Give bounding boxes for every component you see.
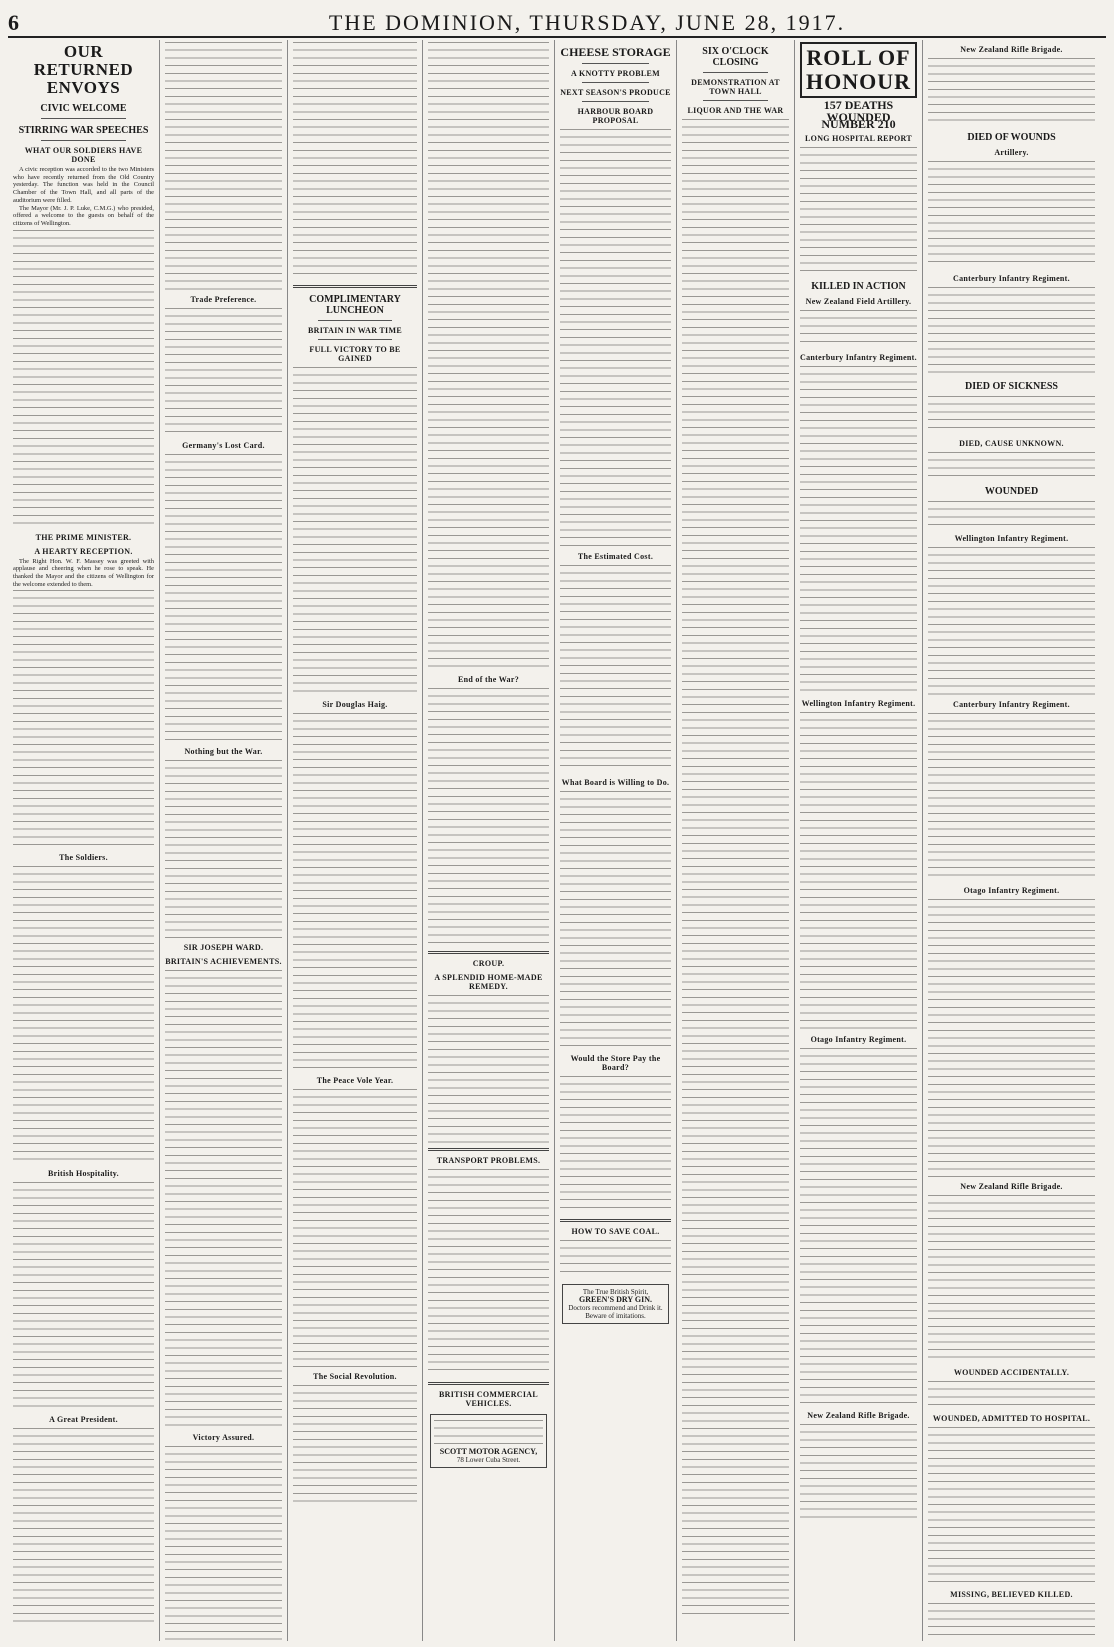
column-1 bbox=[8, 40, 160, 1641]
subhead-war-speeches: STIRRING WAR SPEECHES bbox=[18, 125, 149, 136]
subhead-admitted-hospital: WOUNDED, ADMITTED TO HOSPITAL. bbox=[932, 1414, 1091, 1423]
body-text-block bbox=[165, 306, 282, 436]
casualty-list bbox=[928, 711, 1095, 881]
columns bbox=[8, 40, 1106, 1641]
subhead-prime-minister: THE PRIME MINISTER. bbox=[35, 532, 132, 542]
body-text-block bbox=[165, 1444, 282, 1641]
subhead-next-season: NEXT SEASON'S PRODUCE bbox=[560, 88, 671, 97]
advertisement-dry-gin bbox=[562, 1284, 669, 1324]
subhead-harbour-board: HARBOUR BOARD PROPOSAL bbox=[577, 107, 654, 125]
subhead-killed-in-action: KILLED IN ACTION bbox=[811, 281, 906, 293]
subhead-knotty-problem: A KNOTTY PROBLEM bbox=[571, 69, 660, 78]
subhead-croup: CROUP. bbox=[472, 959, 505, 968]
body-text-block bbox=[293, 1087, 417, 1367]
body-text-block bbox=[682, 117, 789, 1617]
headline-cheese-storage: CHEESE STORAGE bbox=[560, 45, 671, 59]
subhead-wounded-list: WOUNDED bbox=[984, 486, 1039, 497]
subhead-nz-rifle-brigade-2: New Zealand Rifle Brigade. bbox=[960, 1182, 1063, 1191]
ad-gin-note: Doctors recommend and Drink it. Beware of imitations. bbox=[568, 1304, 663, 1320]
article-paragraph: The Right Hon. W. F. Massey was greeted with applause and cheering when he rose to speak. He thanked the Mayor and the citizens of Wellington for the welcome extended to them. bbox=[13, 557, 154, 588]
subhead-otago-infantry: Otago Infantry Regiment. bbox=[963, 886, 1060, 895]
advertisement-motor-agency bbox=[430, 1414, 547, 1468]
body-text-block bbox=[165, 40, 282, 290]
subhead-soldiers-done: WHAT OUR SOLDIERS HAVE DONE bbox=[24, 146, 143, 164]
casualty-list bbox=[928, 394, 1095, 434]
body-text-block bbox=[560, 1238, 671, 1278]
body-text-block bbox=[560, 127, 671, 547]
headline-luncheon: COMPLIMENTARY LUNCHEON bbox=[309, 294, 401, 316]
subhead-germany-lost-card: Germany's Lost Card. bbox=[182, 441, 265, 450]
body-text-block bbox=[13, 588, 154, 848]
subhead-rifle-brigade: New Zealand Rifle Brigade. bbox=[807, 1411, 910, 1421]
casualty-list bbox=[928, 1601, 1095, 1641]
body-text-block bbox=[293, 365, 417, 695]
subhead-great-president: A Great President. bbox=[49, 1415, 118, 1425]
column-6 bbox=[677, 40, 795, 1641]
subhead-peace-year: The Peace Vole Year. bbox=[316, 1076, 394, 1085]
subhead-transport-problems: TRANSPORT PROBLEMS. bbox=[436, 1156, 541, 1165]
masthead-title: THE DOMINION, THURSDAY, JUNE 28, 1917. bbox=[328, 10, 846, 35]
subhead-wounded-accidentally: WOUNDED ACCIDENTALLY. bbox=[953, 1368, 1070, 1377]
subhead-end-of-war: End of the War? bbox=[457, 675, 520, 684]
subhead-nz-rifle-brigade: New Zealand Rifle Brigade. bbox=[960, 45, 1063, 54]
subhead-commercial-vehicles: BRITISH COMMERCIAL VEHICLES. bbox=[439, 1390, 538, 1408]
body-text-block bbox=[165, 968, 282, 1428]
body-text-block bbox=[165, 452, 282, 742]
body-text-block bbox=[13, 864, 154, 1164]
subhead-wellington: Wellington Infantry Regiment. bbox=[801, 699, 916, 709]
casualty-list bbox=[928, 897, 1095, 1177]
casualty-list bbox=[928, 545, 1095, 695]
subhead-demonstration: DEMONSTRATION AT TOWN HALL bbox=[691, 78, 780, 96]
page-number: 6 bbox=[8, 10, 19, 35]
body-text-block bbox=[428, 686, 549, 946]
subhead-britain-achievements: BRITAIN'S ACHIEVEMENTS. bbox=[165, 957, 282, 966]
casualty-list bbox=[928, 1425, 1095, 1585]
body-text-block bbox=[165, 758, 282, 938]
subhead-civic-welcome: CIVIC WELCOME bbox=[40, 103, 127, 114]
body-text-block bbox=[293, 711, 417, 1071]
subhead-canterbury-infantry-2: Canterbury Infantry Regiment. bbox=[953, 700, 1070, 709]
subhead-canterbury: Canterbury Infantry Regiment. bbox=[800, 353, 917, 363]
subhead-deaths: 157 DEATHS bbox=[823, 98, 894, 112]
subhead-otago: Otago Infantry Regiment. bbox=[810, 1035, 907, 1045]
body-text-block bbox=[560, 563, 671, 773]
subhead-died-of-sickness: DIED OF SICKNESS bbox=[965, 381, 1058, 392]
body-text-block bbox=[293, 40, 417, 280]
body-text-block bbox=[800, 145, 917, 275]
casualty-list bbox=[928, 499, 1095, 529]
column-5 bbox=[555, 40, 677, 1641]
subhead-soldiers: The Soldiers. bbox=[59, 853, 108, 863]
subhead-canterbury-infantry: Canterbury Infantry Regiment. bbox=[953, 274, 1070, 283]
ad-agency-address: 78 Lower Cuba Street. bbox=[456, 1456, 521, 1464]
column-4 bbox=[423, 40, 555, 1641]
casualty-list bbox=[800, 1046, 917, 1406]
casualty-list bbox=[928, 1193, 1095, 1363]
subhead-field-artillery: New Zealand Field Artillery. bbox=[805, 297, 912, 307]
casualty-list bbox=[928, 1379, 1095, 1409]
body-text-block bbox=[13, 228, 154, 528]
subhead-board-willing: What Board is Willing to Do. bbox=[561, 778, 670, 787]
subhead-wounded: WOUNDED NUMBER 210 bbox=[821, 109, 896, 132]
casualty-list bbox=[928, 450, 1095, 480]
subhead-died-of-wounds: DIED OF WOUNDS bbox=[967, 132, 1056, 143]
subhead-full-victory: FULL VICTORY TO BE GAINED bbox=[309, 345, 401, 363]
body-text-block bbox=[428, 993, 549, 1143]
subhead-british-hospitality: British Hospitality. bbox=[48, 1169, 119, 1179]
body-text-block bbox=[560, 1074, 671, 1214]
ad-gin-name: GREEN'S DRY GIN. bbox=[579, 1295, 652, 1304]
body-text-block bbox=[293, 1383, 417, 1503]
subhead-nothing-but-war: Nothing but the War. bbox=[184, 747, 263, 756]
subhead-victory-assured: Victory Assured. bbox=[192, 1433, 255, 1442]
article-paragraph: The Mayor (Mr. J. P. Luke, C.M.G.) who presided, offered a welcome to the guests on behalf of the citizens of Wellington. bbox=[13, 204, 154, 227]
subhead-save-coal: HOW TO SAVE COAL. bbox=[571, 1227, 660, 1236]
body-text-block bbox=[428, 1167, 549, 1377]
casualty-list bbox=[800, 1422, 917, 1522]
subhead-britain-war-time: BRITAIN IN WAR TIME bbox=[308, 326, 402, 335]
subhead-hospital-report: LONG HOSPITAL REPORT bbox=[805, 134, 912, 144]
ad-agency-name: SCOTT MOTOR AGENCY, bbox=[439, 1447, 538, 1456]
subhead-sir-joseph-ward: SIR JOSEPH WARD. bbox=[183, 943, 264, 952]
masthead bbox=[8, 6, 1106, 38]
subhead-liquor-war: LIQUOR AND THE WAR bbox=[687, 106, 784, 115]
headline-six-oclock: SIX O'CLOCK CLOSING bbox=[702, 46, 769, 68]
casualty-list bbox=[800, 710, 917, 1030]
casualty-list bbox=[800, 308, 917, 348]
subhead-douglas-haig: Sir Douglas Haig. bbox=[322, 700, 388, 709]
subhead-wellington-infantry: Wellington Infantry Regiment. bbox=[954, 534, 1069, 543]
subhead-artillery: Artillery. bbox=[994, 148, 1029, 157]
ad-text-block bbox=[434, 1418, 543, 1448]
body-text-block bbox=[13, 1180, 154, 1410]
column-3 bbox=[288, 40, 423, 1641]
subhead-cause-unknown: DIED, CAUSE UNKNOWN. bbox=[959, 439, 1064, 448]
body-text-block bbox=[13, 1426, 154, 1626]
subhead-trade-preference: Trade Preference. bbox=[190, 295, 257, 304]
article-paragraph: A civic reception was accorded to the two Ministers who have recently returned from the Old Country yesterday. The function was held in the Council Chamber of the Town Hall, and all parts of the auditorium were filled. bbox=[13, 166, 154, 204]
subhead-home-remedy: A SPLENDID HOME-MADE REMEDY. bbox=[434, 973, 543, 991]
ad-gin-tagline: The True British Spirit, bbox=[582, 1288, 649, 1296]
column-2 bbox=[160, 40, 288, 1641]
casualty-list bbox=[928, 159, 1095, 269]
casualty-list bbox=[928, 56, 1095, 126]
casualty-list bbox=[928, 285, 1095, 375]
column-7 bbox=[795, 40, 923, 1641]
body-text-block bbox=[428, 40, 549, 670]
subhead-social-revolution: The Social Revolution. bbox=[313, 1372, 397, 1381]
body-text-block bbox=[560, 789, 671, 1049]
headline-roll-of-honour: ROLL OF HONOUR bbox=[800, 42, 917, 98]
subhead-missing: MISSING, BELIEVED KILLED. bbox=[950, 1590, 1073, 1599]
subhead-store-pay: Would the Store Pay the Board? bbox=[570, 1054, 661, 1072]
subhead-hearty-reception: A HEARTY RECEPTION. bbox=[34, 546, 133, 556]
column-8 bbox=[923, 40, 1100, 1641]
headline-returned-envoys: OUR RETURNED ENVOYS bbox=[33, 42, 134, 97]
subhead-estimated-cost: The Estimated Cost. bbox=[577, 552, 654, 561]
casualty-list bbox=[800, 364, 917, 694]
